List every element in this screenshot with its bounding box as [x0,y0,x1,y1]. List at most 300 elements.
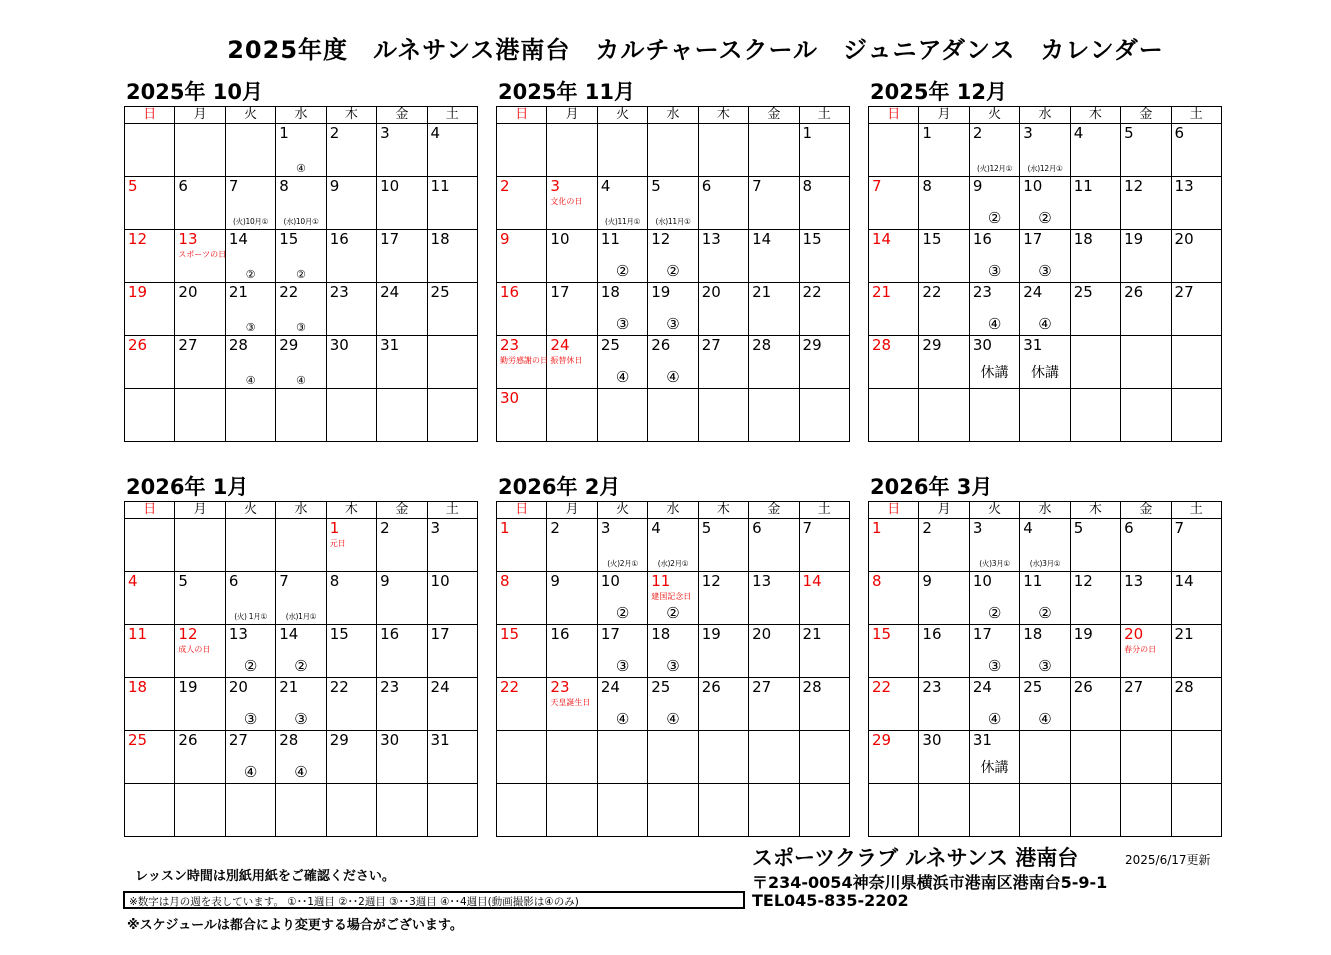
weekday-header: 火 [969,502,1019,519]
weekday-header: 月 [175,107,225,124]
day-cell [225,124,275,177]
first-lesson-note: (水)2月① [657,559,689,568]
lesson-week-mark: ③ [243,710,258,728]
day-number: 18 [651,625,671,643]
day-cell [276,625,326,678]
day-number: 18 [1023,625,1043,643]
day-cell [597,124,647,177]
day-cell [427,177,477,230]
day-cell [1121,124,1171,177]
no-lesson-label: 休講 [980,760,1009,776]
day-cell [377,283,427,336]
day-cell [749,625,799,678]
day-number: 23 [500,336,520,354]
day-cell [225,519,275,572]
day-number: 24 [600,678,620,696]
day-number: 14 [802,572,822,590]
day-cell [547,124,597,177]
day-number: 17 [972,625,992,643]
day-cell [698,177,748,230]
day-cell [597,678,647,731]
weekday-header: 日 [125,107,175,124]
day-cell [749,124,799,177]
day-number: 22 [279,283,299,301]
day-cell [175,572,225,625]
day-number: 12 [1073,572,1093,590]
holiday-label: 元日 [329,539,346,548]
day-cell [276,336,326,389]
day-cell [799,283,849,336]
day-cell [326,678,376,731]
lesson-week-mark: ③ [1038,657,1052,675]
weekday-header: 火 [225,107,275,124]
day-number: 16 [500,283,520,301]
day-cell [919,283,969,336]
day-cell [749,784,799,837]
day-number: 6 [1174,124,1185,142]
lesson-week-mark: ② [987,604,1002,622]
day-cell [175,678,225,731]
first-lesson-note: (火)12月① [977,164,1013,173]
day-cell [799,230,849,283]
day-cell [597,519,647,572]
day-cell [969,177,1019,230]
day-cell [969,625,1019,678]
day-number: 15 [872,625,892,643]
day-cell [969,336,1019,389]
day-number: 19 [178,678,198,696]
day-number: 16 [329,230,349,248]
day-cell [175,389,225,442]
day-cell [869,784,919,837]
day-cell [497,230,547,283]
lesson-week-mark: ② [666,262,680,280]
day-number: 11 [128,625,148,643]
day-cell [225,572,275,625]
day-cell [427,389,477,442]
day-cell [648,389,698,442]
day-number: 2 [329,124,340,142]
weekday-header: 水 [1020,502,1070,519]
weekday-header: 土 [799,107,849,124]
day-cell [969,784,1019,837]
day-number: 14 [752,230,772,248]
day-cell [919,230,969,283]
lesson-week-mark: ② [1038,604,1052,622]
week-row [125,678,478,731]
first-lesson-note: (水)1月① [285,612,317,621]
week-row [497,177,850,230]
day-cell [749,572,799,625]
day-cell [276,177,326,230]
day-cell [547,336,597,389]
lesson-week-mark: ③ [245,321,256,334]
day-number: 5 [1073,519,1084,537]
lesson-week-mark: ④ [666,710,680,728]
day-cell [648,784,698,837]
day-number: 13 [1124,572,1144,590]
day-number: 21 [752,283,772,301]
day-number: 28 [872,336,892,354]
day-number: 8 [329,572,340,590]
day-cell [547,731,597,784]
weekday-header: 月 [919,502,969,519]
day-cell [125,519,175,572]
holiday-label: 成人の日 [178,645,211,654]
day-cell [125,230,175,283]
day-cell [1171,731,1221,784]
day-cell [597,336,647,389]
day-number: 31 [430,731,450,749]
day-number: 6 [228,572,239,590]
day-cell [1020,519,1070,572]
day-number: 5 [1124,124,1134,142]
day-cell [326,230,376,283]
day-cell [698,572,748,625]
first-lesson-note: (水)12月① [1027,164,1063,173]
lesson-week-mark: ④ [1038,710,1052,728]
day-cell [869,625,919,678]
day-cell [1020,572,1070,625]
day-cell [175,177,225,230]
month-title: 2025年 11月 [498,80,635,104]
day-cell [919,336,969,389]
day-cell [497,177,547,230]
day-number: 20 [701,283,721,301]
day-number: 26 [1124,283,1144,301]
club-name: スポーツクラブ ルネサンス 港南台 [752,846,1079,870]
lesson-week-mark: ③ [666,657,680,675]
day-number: 8 [802,177,813,195]
week-row [125,283,478,336]
day-cell [276,731,326,784]
day-cell [1171,124,1221,177]
month-title: 2025年 12月 [870,80,1007,104]
weekday-header: 水 [276,107,326,124]
day-cell [326,519,376,572]
day-cell [125,283,175,336]
day-number: 12 [178,625,198,643]
week-row [869,389,1222,442]
day-cell [648,731,698,784]
day-cell [919,177,969,230]
day-number: 7 [872,177,882,195]
day-cell [869,678,919,731]
day-number: 15 [500,625,520,643]
day-cell [919,678,969,731]
day-cell [225,177,275,230]
weekday-header: 日 [869,107,919,124]
day-number: 4 [128,572,138,590]
week-row [125,625,478,678]
day-number: 10 [600,572,620,590]
day-number: 4 [430,124,441,142]
day-number: 11 [651,572,671,590]
day-number: 22 [802,283,822,301]
day-number: 5 [701,519,712,537]
day-cell [497,625,547,678]
weekday-header: 土 [1171,107,1221,124]
day-cell [698,283,748,336]
day-cell [125,389,175,442]
day-cell [326,283,376,336]
weekday-header: 火 [225,502,275,519]
day-number: 19 [1073,625,1093,643]
month-calendar [496,78,850,442]
day-number: 21 [1174,625,1194,643]
day-number: 27 [1124,678,1144,696]
day-number: 16 [922,625,942,643]
lesson-week-mark: ② [666,604,680,622]
month-calendar [868,78,1222,442]
day-cell [427,283,477,336]
day-cell [698,519,748,572]
day-cell [276,124,326,177]
lesson-week-mark: ② [987,209,1002,227]
month-calendar [124,78,478,442]
no-lesson-label: 休講 [1030,365,1059,381]
day-number: 6 [1124,519,1134,537]
weekday-header: 火 [597,502,647,519]
week-row [869,336,1222,389]
lesson-week-mark: ④ [294,763,308,781]
day-number: 13 [1174,177,1194,195]
weekday-header: 水 [1020,107,1070,124]
day-cell [497,124,547,177]
day-number: 31 [1023,336,1043,354]
week-row [125,336,478,389]
day-number: 2 [550,519,560,537]
month-calendar [496,473,850,837]
day-number: 24 [550,336,570,354]
day-number: 26 [128,336,148,354]
lesson-week-mark: ② [296,268,306,281]
day-cell [1070,336,1120,389]
day-number: 17 [600,625,620,643]
day-number: 26 [178,731,198,749]
day-number: 20 [1124,625,1144,643]
day-number: 2 [500,177,510,195]
week-row [497,124,850,177]
day-number: 12 [651,230,671,248]
day-cell [919,625,969,678]
day-cell [969,572,1019,625]
week-row [125,177,478,230]
day-cell [1171,283,1221,336]
lesson-week-mark: ④ [296,162,306,175]
day-number: 11 [600,230,620,248]
day-cell [427,124,477,177]
day-cell [1070,572,1120,625]
day-number: 5 [128,177,138,195]
day-number: 28 [752,336,772,354]
day-number: 19 [651,283,671,301]
week-row [869,731,1222,784]
day-number: 23 [329,283,349,301]
weekday-header: 日 [497,107,547,124]
day-number: 21 [802,625,822,643]
lesson-time-note: レッスン時間は別紙用紙をご確認ください。 [135,869,395,884]
day-cell [377,678,427,731]
holiday-label: 春分の日 [1124,645,1157,654]
day-cell [799,336,849,389]
weekday-header: 金 [377,502,427,519]
week-row [125,230,478,283]
day-number: 15 [922,230,942,248]
day-number: 13 [701,230,721,248]
day-cell [597,230,647,283]
no-lesson-label: 休講 [980,365,1009,381]
day-cell [175,336,225,389]
month-table [124,106,478,442]
day-cell [276,389,326,442]
holiday-label: 建国記念日 [651,592,692,601]
day-cell [597,731,647,784]
day-cell [125,124,175,177]
day-cell [799,124,849,177]
day-cell [225,336,275,389]
day-number: 17 [380,230,400,248]
day-cell [919,784,969,837]
day-number: 3 [550,177,560,195]
day-number: 20 [1174,230,1194,248]
day-number: 6 [752,519,762,537]
day-cell [597,784,647,837]
day-cell [175,625,225,678]
day-cell [597,572,647,625]
week-row [869,678,1222,731]
weekday-header: 金 [377,107,427,124]
day-cell [749,230,799,283]
day-number: 14 [872,230,892,248]
day-cell [1121,572,1171,625]
day-number: 23 [550,678,570,696]
day-number: 29 [329,731,349,749]
day-cell [1121,230,1171,283]
day-cell [698,336,748,389]
day-cell [427,519,477,572]
day-number: 21 [279,678,299,696]
day-number: 4 [1073,124,1084,142]
day-cell [1020,784,1070,837]
day-number: 9 [972,177,983,195]
day-number: 31 [972,731,992,749]
holiday-label: 天皇誕生日 [550,698,591,707]
lesson-week-mark: ③ [615,315,630,333]
day-number: 8 [922,177,932,195]
day-number: 29 [279,336,299,354]
day-cell [1121,283,1171,336]
day-cell [1070,230,1120,283]
day-cell [1070,731,1120,784]
weekday-header: 土 [1171,502,1221,519]
day-cell [125,625,175,678]
week-row [869,230,1222,283]
day-number: 27 [178,336,198,354]
day-number: 29 [922,336,942,354]
day-cell [1020,625,1070,678]
day-cell [698,731,748,784]
day-cell [547,389,597,442]
month-title: 2026年 1月 [126,475,249,499]
day-number: 24 [972,678,992,696]
day-cell [497,678,547,731]
day-cell [698,678,748,731]
month-title: 2025年 10月 [126,80,263,104]
first-lesson-note: (水)10月① [283,217,319,226]
week-row [125,731,478,784]
day-number: 14 [1174,572,1194,590]
lesson-week-mark: ③ [615,657,630,675]
day-cell [125,336,175,389]
day-cell [276,283,326,336]
holiday-label: スポーツの日 [178,250,227,259]
weekday-header: 月 [547,107,597,124]
day-cell [225,283,275,336]
day-cell [1020,389,1070,442]
day-number: 7 [279,572,289,590]
day-number: 25 [1023,678,1043,696]
day-cell [597,283,647,336]
day-cell [225,230,275,283]
day-number: 19 [701,625,721,643]
day-cell [919,572,969,625]
day-number: 13 [228,625,248,643]
month-table [868,106,1222,442]
lesson-week-mark: ③ [294,710,308,728]
day-cell [497,519,547,572]
day-number: 31 [380,336,400,354]
day-number: 21 [228,283,248,301]
day-cell [1020,283,1070,336]
day-number: 13 [752,572,772,590]
week-row [125,124,478,177]
day-number: 24 [1023,283,1043,301]
day-cell [969,678,1019,731]
day-cell [969,731,1019,784]
day-cell [547,177,597,230]
week-row [869,784,1222,837]
lesson-week-mark: ② [615,262,630,280]
month-table [124,501,478,837]
day-cell [1121,389,1171,442]
lesson-week-mark: ② [1038,209,1052,227]
day-number: 23 [922,678,942,696]
day-cell [377,389,427,442]
day-number: 1 [329,519,340,537]
holiday-label: 振替休日 [550,356,583,365]
day-number: 29 [872,731,892,749]
day-number: 25 [430,283,450,301]
day-cell [175,283,225,336]
day-cell [597,177,647,230]
day-number: 2 [972,124,983,142]
day-cell [377,519,427,572]
day-number: 8 [872,572,882,590]
day-cell [919,519,969,572]
day-number: 6 [701,177,712,195]
day-number: 21 [872,283,892,301]
day-cell [648,283,698,336]
lesson-week-mark: ③ [987,657,1002,675]
week-row [125,519,478,572]
day-number: 7 [1174,519,1185,537]
day-cell [869,389,919,442]
day-number: 18 [430,230,450,248]
lesson-week-mark: ④ [1038,315,1052,333]
day-number: 4 [600,177,611,195]
day-cell [969,124,1019,177]
